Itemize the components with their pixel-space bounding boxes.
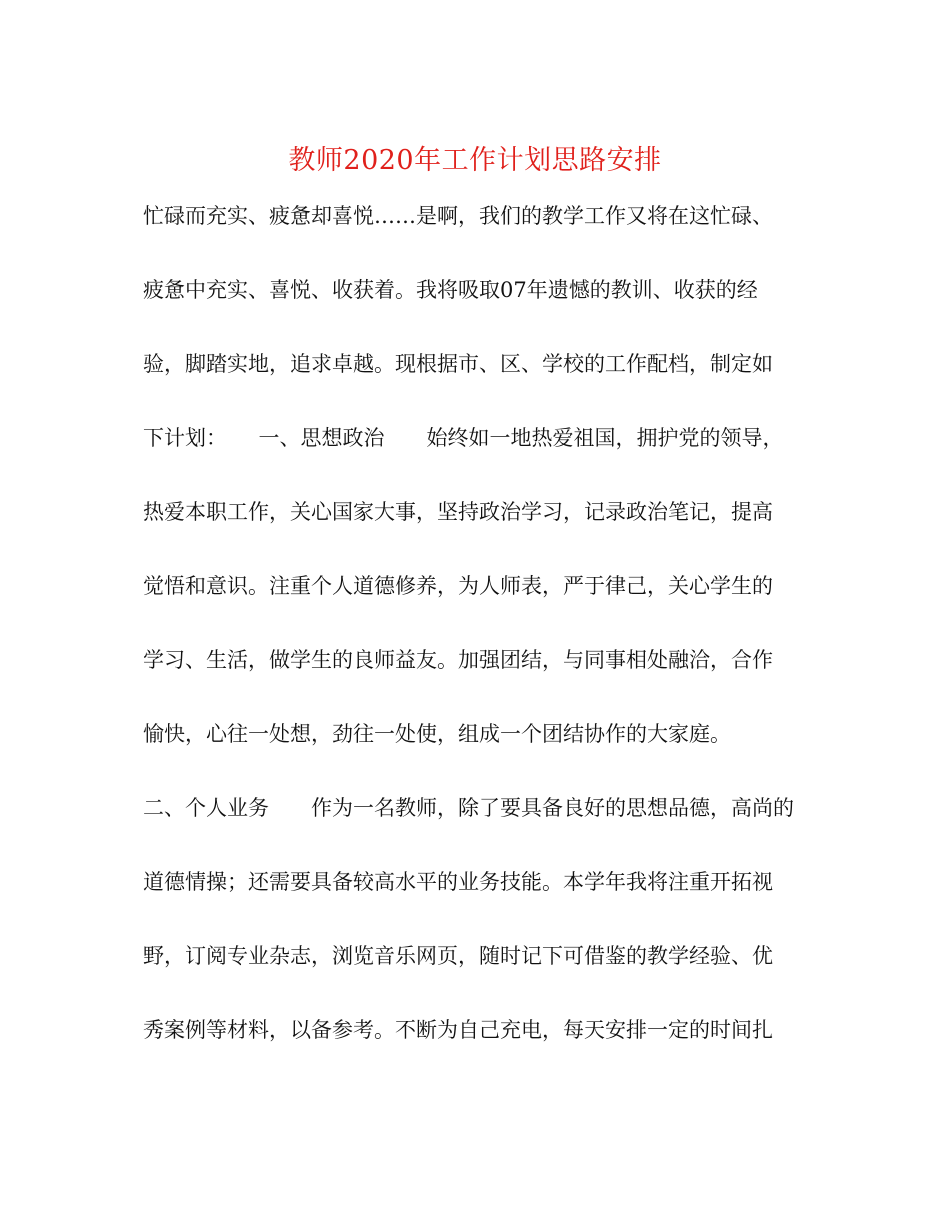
body-line: 忙碌而充实、疲惫却喜悦……是啊，我们的教学工作又将在这忙碌、 (143, 204, 773, 228)
body-line: 下计划： 一、思想政治 始终如一地热爱祖国，拥护党的领导， (143, 426, 784, 450)
body-line: 热爱本职工作，关心国家大事，坚持政治学习，记录政治笔记，提高 (143, 500, 773, 524)
body-line: 二、个人业务 作为一名教师，除了要具备良好的思想品德，高尚的 (143, 796, 794, 820)
document-title: 教师2020年工作计划思路安排 (288, 145, 662, 176)
body-line: 学习、生活，做学生的良师益友。加强团结，与同事相处融洽，合作 (143, 648, 773, 672)
body-line: 道德情操；还需要具备较高水平的业务技能。本学年我将注重开拓视 (143, 870, 773, 894)
body-line: 验，脚踏实地，追求卓越。现根据市、区、学校的工作配档，制定如 (143, 352, 773, 376)
body-line: 疲惫中充实、喜悦、收获着。我将吸取07年遗憾的教训、收获的经 (143, 278, 758, 302)
body-line: 觉悟和意识。注重个人道德修养，为人师表，严于律己，关心学生的 (143, 574, 773, 598)
body-line: 秀案例等材料，以备参考。不断为自己充电，每天安排一定的时间扎 (143, 1018, 773, 1042)
body-line: 野，订阅专业杂志，浏览音乐网页，随时记下可借鉴的教学经验、优 (143, 944, 773, 968)
body-line: 愉快，心往一处想，劲往一处使，组成一个团结协作的大家庭。 (143, 722, 731, 746)
